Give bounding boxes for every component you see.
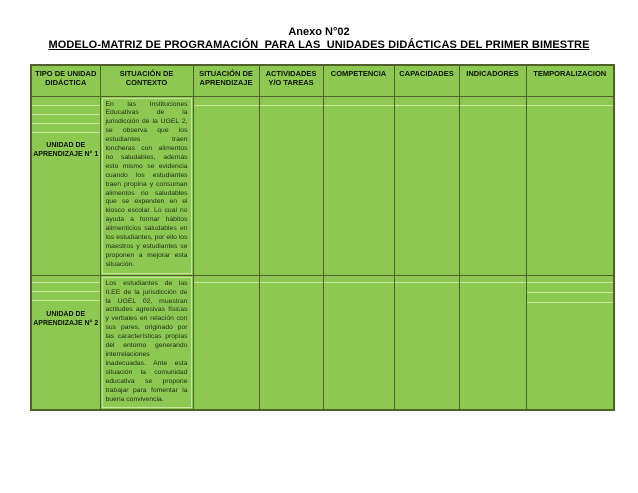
- col-header-capacidades: CAPACIDADES: [394, 65, 459, 96]
- col-header-situacion-contexto: SITUACIÓN DE CONTEXTO: [100, 65, 193, 96]
- cell-r2-tipo-unidad: [31, 275, 100, 410]
- cell-r2-competencia: [323, 275, 394, 410]
- context-paragraph-2: Los estudiantes de las II.EE de la jurisdicción de la UGEL 02, muestran actitudes agresivas físicas y verbales en relación con sus pares, originado por las características propias del entorno generando interrelaciones inadecuadas. Ante esta situación la comunidad educativa se propone trabajar para fomentar la buena convivencia.: [102, 277, 192, 409]
- page-title: MODELO-MATRIZ DE PROGRAMACIÓN PARA LAS UNIDADES DIDÁCTICAS DEL PRIMER BIMESTRE: [48, 39, 590, 51]
- cell-r1-situacion-aprendizaje: [193, 96, 259, 275]
- col-header-temporalizacion: TEMPORALIZACION: [526, 65, 614, 96]
- col-header-indicadores: INDICADORES: [459, 65, 526, 96]
- cell-r1-competencia: [323, 96, 394, 275]
- table-row-unidad-2: [31, 275, 614, 410]
- cell-r1-capacidades: [394, 96, 459, 275]
- unit-1-label: UNIDAD DE APRENDIZAJE N° 1: [33, 141, 99, 158]
- matrix-table: [30, 64, 615, 411]
- cell-r2-indicadores: [459, 275, 526, 410]
- cell-r1-tipo-unidad: [31, 96, 100, 275]
- col-header-actividades-tareas: ACTIVIDADES Y/O TAREAS: [259, 65, 323, 96]
- cell-r2-temporalizacion: [526, 275, 614, 410]
- anexo-label: Anexo N°02: [288, 26, 350, 38]
- col-header-competencia: COMPETENCIA: [323, 65, 394, 96]
- col-header-tipo-unidad-didactica: TIPO DE UNIDAD DIDÁCTICA: [31, 65, 100, 96]
- cell-r2-capacidades: [394, 275, 459, 410]
- col-header-situacion-aprendizaje: SITUACIÓN DE APRENDIZAJE: [193, 65, 259, 96]
- cell-r1-situacion-contexto: [100, 96, 193, 275]
- document-header: [0, 26, 638, 52]
- unit-2-label: UNIDAD DE APRENDIZAJE N° 2: [33, 310, 99, 328]
- cell-r2-situacion-aprendizaje: [193, 275, 259, 410]
- header-row: [31, 65, 614, 96]
- cell-r1-temporalizacion: [526, 96, 614, 275]
- cell-r2-situacion-contexto: [100, 275, 193, 410]
- table-row-unidad-1: [31, 96, 614, 275]
- cell-r2-actividades-tareas: [259, 275, 323, 410]
- context-paragraph-1: En las Instituciones Educativas de la jurisdicción de la UGEL 2, se observa que los estudiantes traen loncheras con alimentos no saludables, además esto mismo se evidencia cuando los estudiantes traen propina y consuman alimentos no saludables que se expenden en el kiosco escolar. Lo cual no ayuda a formar hábitos alimenticios saludables en los estudiantes, por ello los maestros y estudiantes se proponen a mejorar esta situación.: [102, 98, 192, 274]
- cell-r1-actividades-tareas: [259, 96, 323, 275]
- cell-r1-indicadores: [459, 96, 526, 275]
